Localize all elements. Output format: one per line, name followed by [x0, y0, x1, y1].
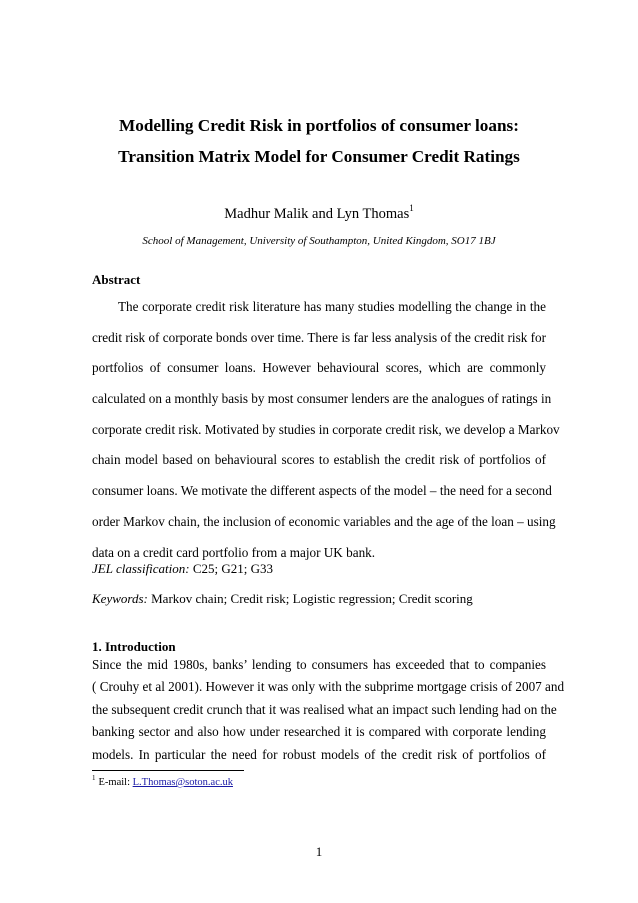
footnote-prefix: E-mail:	[98, 777, 133, 788]
page-number: 1	[315, 844, 323, 859]
authors	[0, 203, 638, 223]
footnote	[92, 774, 233, 788]
jel-label: JEL classification:	[92, 561, 190, 576]
affiliation: School of Management, University of Southampton, United Kingdom, SO17 1BJ	[142, 235, 496, 247]
keywords	[92, 591, 473, 607]
jel-value: C25; G21; G33	[189, 561, 274, 576]
jel-classification	[92, 561, 273, 577]
abstract-line: consumer loans. We motivate the different aspects of the model – the need for a second	[92, 483, 552, 499]
intro-line: banking sector and also how under researched it is compared with corporate lending	[92, 724, 546, 740]
author-footnote-mark: 1	[409, 203, 414, 213]
intro-line: models. In particular the need for robust models of the credit risk of portfolios of	[92, 746, 546, 762]
paper-title-line-1: Modelling Credit Risk in portfolios of consumer loans:	[119, 116, 519, 135]
footnote-divider	[92, 770, 244, 771]
intro-line: Since the mid 1980s, banks’ lending to consumers has exceeded that to companies	[92, 657, 546, 672]
footnote-mark: 1	[92, 774, 96, 782]
abstract-line: portfolios of consumer loans. However behavioural scores, which are commonly	[92, 360, 546, 376]
email-link[interactable]: L.Thomas@soton.ac.uk	[132, 777, 233, 788]
abstract-line: chain model based on behavioural scores to establish the credit risk of portfolios of	[92, 452, 546, 468]
author-names: Madhur Malik and Lyn Thomas	[224, 206, 410, 222]
intro-line: the subsequent credit crunch that it was realised what an impact such lending had on the	[92, 701, 557, 717]
abstract-line: order Markov chain, the inclusion of economic variables and the age of the loan – using	[92, 513, 556, 529]
abstract-line: credit risk of corporate bonds over time. There is far less analysis of the credit risk for	[92, 329, 546, 345]
abstract-heading: Abstract	[92, 272, 141, 287]
abstract-line: calculated on a monthly basis by most consumer lenders are the analogues of ratings in	[92, 391, 552, 407]
intro-line: ( Crouhy et al 2001). However it was only with the subprime mortgage crisis of 2007 and	[92, 679, 565, 695]
paper-title-line-2: Transition Matrix Model for Consumer Credit Ratings	[118, 147, 520, 166]
keywords-value: Markov chain; Credit risk; Logistic regression; Credit scoring	[147, 591, 473, 606]
abstract-line: corporate credit risk. Motivated by studies in corporate credit risk, we develop a Markov	[92, 421, 560, 437]
abstract-line: data on a credit card portfolio from a major UK bank.	[92, 544, 376, 560]
introduction-body	[92, 655, 565, 767]
abstract-body	[92, 297, 560, 573]
introduction-heading: 1. Introduction	[92, 639, 176, 654]
abstract-line: The corporate credit risk literature has many studies modelling the change in the	[118, 299, 546, 314]
keywords-label: Keywords:	[92, 591, 148, 606]
